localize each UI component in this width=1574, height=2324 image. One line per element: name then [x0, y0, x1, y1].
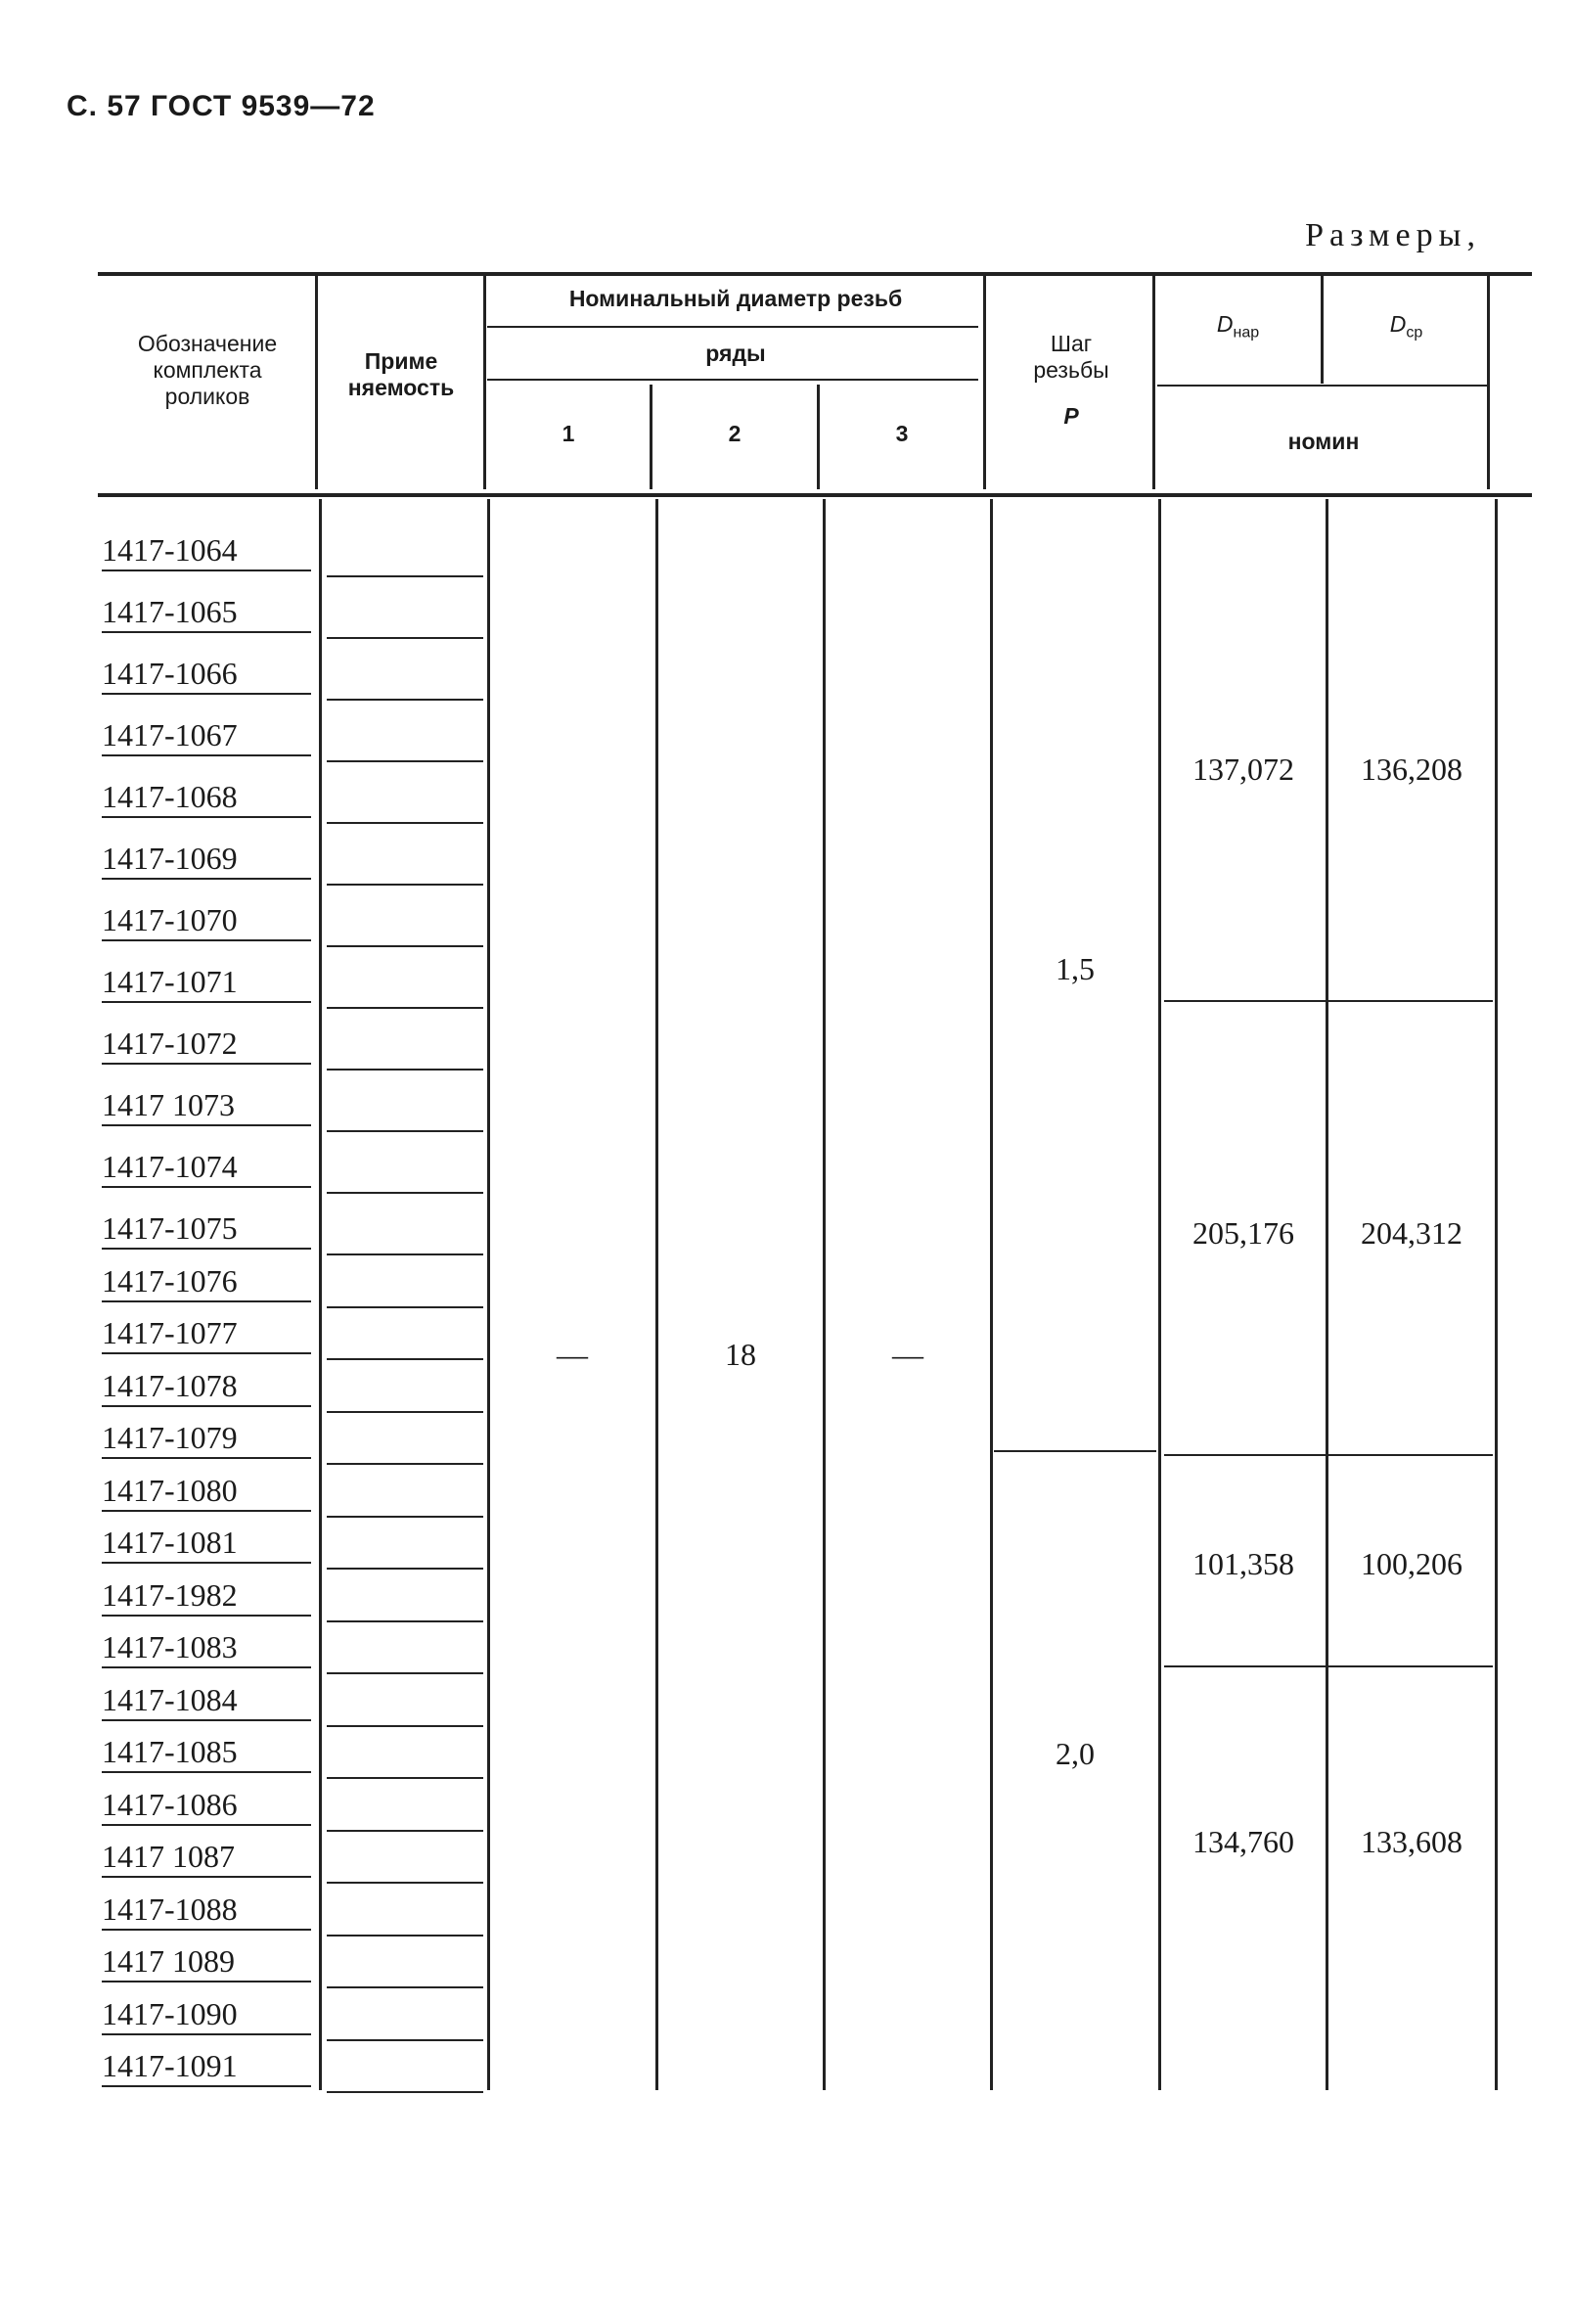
nominal-diameter-underline: [487, 326, 978, 328]
designation-code: 1417-1064: [102, 532, 238, 568]
row2-value: 18: [725, 1337, 756, 1372]
designation-code: 1417-1066: [102, 656, 238, 691]
d-headers-underline: [1157, 385, 1490, 387]
header-pitch-symbol: P: [1063, 403, 1079, 429]
designation-underline: [102, 1719, 311, 1721]
applicability-underline: [327, 1130, 483, 1132]
applicability-underline: [327, 2091, 483, 2093]
applicability-underline: [327, 945, 483, 947]
header-nominal-diameter: Номинальный диаметр резьб: [568, 286, 903, 311]
header-d-mean-subscript: ср: [1406, 324, 1423, 342]
header-col-divider-1: [315, 276, 318, 489]
applicability-underline: [327, 1463, 483, 1465]
designation-code: 1417 1073: [102, 1087, 235, 1122]
d-mean-value-4: 133,608: [1361, 1824, 1462, 1859]
designation-code: 1417-1084: [102, 1681, 238, 1717]
designation-underline: [102, 1186, 311, 1188]
applicability-underline: [327, 1672, 483, 1674]
designation-code: 1417-1080: [102, 1472, 238, 1508]
header-rows: ряды: [705, 341, 766, 366]
page-header: С. 57 ГОСТ 9539—72: [67, 90, 376, 122]
applicability-underline: [327, 1358, 483, 1360]
designation-code: 1417-1069: [102, 841, 238, 876]
d-group-separator-2: [1164, 1454, 1493, 1456]
designation-underline: [102, 816, 311, 818]
header-nominal: номин: [1287, 429, 1360, 454]
designation-code: 1417-1071: [102, 964, 238, 999]
header-col-divider-8: [1487, 276, 1490, 489]
header-d-outer-symbol: D: [1216, 311, 1234, 337]
designation-underline: [102, 1124, 311, 1126]
designation-underline: [102, 1876, 311, 1878]
designation-code: 1417-1075: [102, 1210, 238, 1246]
designation-underline: [102, 1981, 311, 1982]
header-pitch: Шаг резьбы: [1033, 331, 1109, 384]
applicability-underline: [327, 1411, 483, 1413]
d-mean-value-1: 136,208: [1361, 752, 1462, 787]
designation-underline: [102, 2085, 311, 2087]
sizes-label: Размеры,: [1305, 217, 1481, 253]
designation-code: 1417-1088: [102, 1891, 238, 1927]
designation-code: 1417-1072: [102, 1025, 238, 1061]
designation-code: 1417-1982: [102, 1576, 238, 1613]
applicability-underline: [327, 1007, 483, 1009]
d-outer-value-2: 205,176: [1192, 1215, 1294, 1251]
designation-code: 1417-1081: [102, 1525, 238, 1560]
rows-underline: [487, 379, 978, 381]
header-d-outer: [1157, 311, 1319, 342]
applicability-underline: [327, 1069, 483, 1071]
designation-code: 1417-1090: [102, 1995, 238, 2031]
applicability-underline: [327, 1253, 483, 1255]
applicability-underline: [327, 1777, 483, 1779]
header-col-divider-6: [1152, 276, 1155, 489]
header-col-divider-3: [650, 385, 652, 489]
applicability-underline: [327, 1725, 483, 1727]
applicability-underline: [327, 1568, 483, 1570]
row3-value: —: [892, 1337, 923, 1372]
designation-code: 1417-1085: [102, 1734, 238, 1769]
designation-underline: [102, 1248, 311, 1250]
designation-code: 1417-1070: [102, 902, 238, 937]
applicability-underline: [327, 1516, 483, 1518]
d-outer-value-1: 137,072: [1192, 752, 1294, 787]
d-mean-value-3: 100,206: [1361, 1546, 1462, 1581]
header-row-2: 2: [728, 421, 742, 446]
header-designation: Обозначение комплекта роликов: [137, 331, 278, 410]
designation-underline: [102, 1300, 311, 1302]
designation-code: 1417-1079: [102, 1420, 238, 1455]
designation-underline: [102, 1352, 311, 1354]
designation-code: 1417-1065: [102, 594, 238, 629]
designation-underline: [102, 1457, 311, 1459]
header-bottom-border: [98, 493, 1532, 497]
applicability-underline: [327, 637, 483, 639]
header-d-mean-symbol: D: [1389, 311, 1407, 337]
designation-code: 1417-1083: [102, 1629, 238, 1664]
pitch-value-2: 2,0: [1056, 1736, 1095, 1771]
designation-code: 1417-1091: [102, 2048, 238, 2083]
designation-code: 1417 1089: [102, 1943, 235, 1979]
header-col-divider-5: [983, 276, 986, 489]
applicability-underline: [327, 822, 483, 824]
header-d-mean: [1326, 311, 1487, 342]
designation-underline: [102, 1615, 311, 1617]
body-col-divider-5: [990, 499, 993, 2090]
designation-underline: [102, 2033, 311, 2035]
designation-underline: [102, 570, 311, 571]
applicability-underline: [327, 760, 483, 762]
d-outer-value-3: 101,358: [1192, 1546, 1294, 1581]
applicability-underline: [327, 1306, 483, 1308]
header-d-outer-subscript: нар: [1233, 324, 1260, 342]
designation-underline: [102, 1929, 311, 1931]
designation-code: 1417-1086: [102, 1786, 238, 1822]
pitch-value-1: 1,5: [1056, 951, 1095, 986]
header-col-divider-4: [817, 385, 820, 489]
d-outer-value-4: 134,760: [1192, 1824, 1294, 1859]
header-row-1: 1: [562, 421, 575, 446]
applicability-underline: [327, 1192, 483, 1194]
header-col-divider-2: [483, 276, 486, 489]
applicability-underline: [327, 699, 483, 701]
designation-underline: [102, 878, 311, 880]
designation-underline: [102, 1063, 311, 1065]
body-col-divider-3: [655, 499, 658, 2090]
designation-underline: [102, 1510, 311, 1512]
designation-underline: [102, 1405, 311, 1407]
applicability-underline: [327, 1830, 483, 1832]
designation-underline: [102, 1771, 311, 1773]
applicability-underline: [327, 1620, 483, 1622]
designation-underline: [102, 1666, 311, 1668]
designation-code: 1417-1068: [102, 779, 238, 814]
header-row-3: 3: [895, 421, 909, 446]
body-col-divider-1: [319, 499, 322, 2090]
designation-code: 1417-1077: [102, 1315, 238, 1350]
designation-code: 1417-1067: [102, 717, 238, 752]
table-top-border: [98, 272, 1532, 276]
designation-underline: [102, 754, 311, 756]
header-col-divider-7: [1321, 276, 1324, 384]
body-col-divider-2: [487, 499, 490, 2090]
applicability-underline: [327, 575, 483, 577]
applicability-underline: [327, 1882, 483, 1884]
header-applicability: Приме няемость: [347, 348, 455, 401]
designation-code: 1417-1074: [102, 1149, 238, 1184]
applicability-underline: [327, 1986, 483, 1988]
designation-underline: [102, 631, 311, 633]
applicability-underline: [327, 884, 483, 886]
designation-underline: [102, 939, 311, 941]
designation-underline: [102, 1001, 311, 1003]
applicability-underline: [327, 1935, 483, 1937]
d-mean-value-2: 204,312: [1361, 1215, 1462, 1251]
applicability-underline: [327, 2039, 483, 2041]
d-group-separator-3: [1164, 1665, 1493, 1667]
body-col-divider-4: [823, 499, 826, 2090]
d-group-separator-1: [1164, 1000, 1493, 1002]
designation-underline: [102, 1562, 311, 1564]
designation-code: 1417-1078: [102, 1367, 238, 1403]
row1-value: —: [557, 1337, 588, 1372]
pitch-group-separator: [994, 1450, 1156, 1452]
designation-code: 1417-1076: [102, 1262, 238, 1299]
designation-code: 1417 1087: [102, 1839, 235, 1874]
designation-underline: [102, 693, 311, 695]
designation-underline: [102, 1824, 311, 1826]
